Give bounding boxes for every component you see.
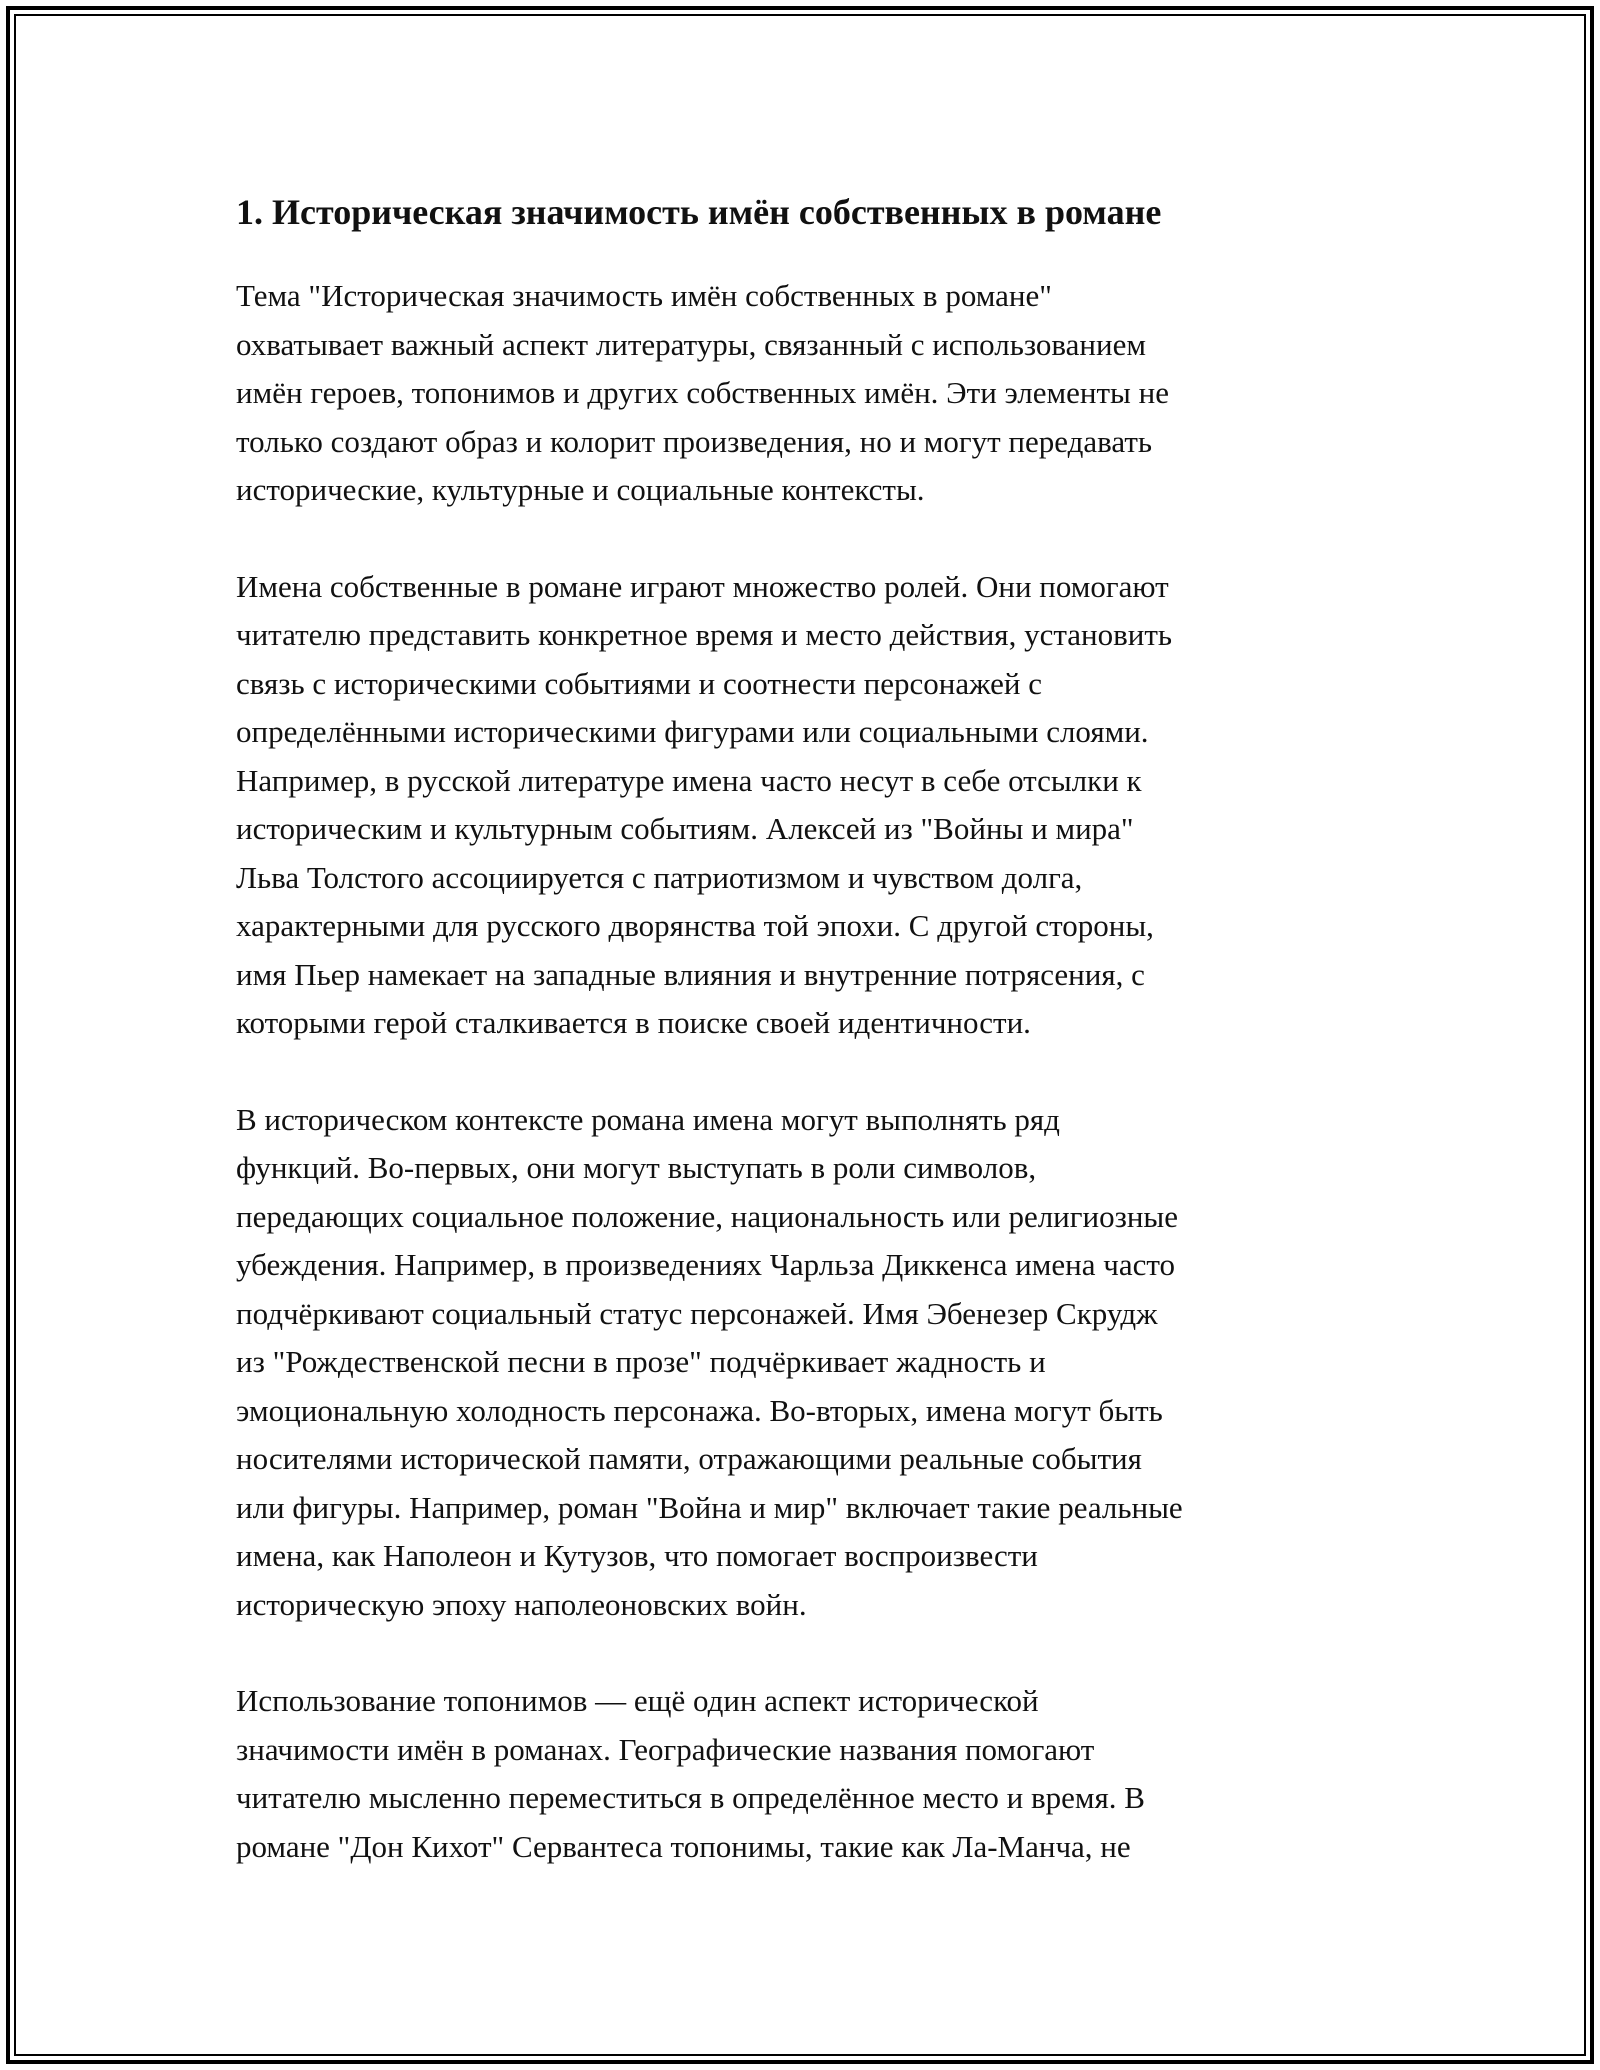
paragraph-1: Тема "Историческая значимость имён собственных в романе" охватывает важный аспект литературы, связанный с использованием имён героев, топонимов и других собственных имён. Эти элементы не только создают образ и колорит произведения, но и могут передавать исторические, культурные и социальные контексты. — [236, 278, 1169, 507]
paragraph-2: Имена собственные в романе играют множество ролей. Они помогают читателю представить конкретное время и место действия, установить связь с историческими событиями и соотнести персонажей с определёнными историческими фигурами или социальными слоями. Например, в русской литературе имена часто несут в себе отсылки к историческим и культурным событиям. Алексей из "Войны и мира" Льва Толстого ассоциируется с патриотизмом и чувством долга, характерными для русского дворянства той эпохи. С другой стороны, имя Пьер намекает на западные влияния и внутренние потрясения, с которыми герой сталкивается в поиске своей идентичности. — [236, 568, 1173, 1040]
paragraph-4: Использование топонимов — ещё один аспект исторической значимости имён в романах. Географические названия помогают читателю мысленно переместиться в определённое место и время. В романе "Дон Кихот" Сервантеса топонимы, такие как Ла-Манча, не — [236, 1683, 1145, 1864]
paragraph-3: В историческом контексте романа имена могут выполнять ряд функций. Во-первых, они могут выступать в роли символов, передающих социальное положение, национальность или религиозные убеждения. Например, в произведениях Чарльза Диккенса имена часто подчёркивают социальный статус персонажей. Имя Эбенезер Скрудж из "Рождественской песни в прозе" подчёркивает жадность и эмоциональную холодность персонажа. Во-вторых, имена могут быть носителями исторической памяти, отражающими реальные события или фигуры. Например, роман "Война и мир" включает такие реальные имена, как Наполеон и Кутузов, что помогает воспроизвести историческую эпоху наполеоновских войн. — [236, 1101, 1183, 1622]
document-body — [236, 188, 1366, 1919]
section-title: 1. Историческая значимость имён собственных в романе — [236, 192, 1162, 232]
